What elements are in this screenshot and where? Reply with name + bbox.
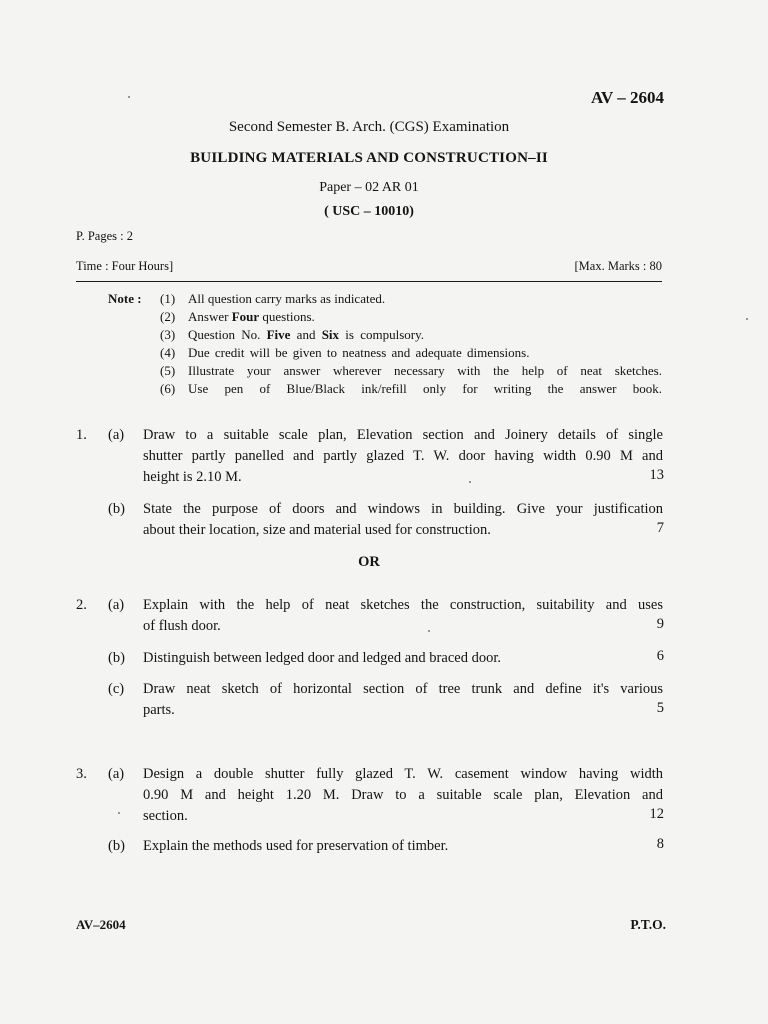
scan-speck	[128, 96, 130, 98]
question-marks: 6	[656, 648, 664, 664]
question-marks: 12	[649, 806, 664, 822]
question-number: 1.	[76, 427, 87, 443]
question-text: Design a double shutter fully glazed T. W. casement window having width	[143, 766, 663, 782]
part-label: (a)	[108, 427, 125, 443]
footer-paper-code: AV–2604	[76, 917, 126, 932]
note-text: Question No. Five and Six is compulsory.	[188, 327, 425, 342]
question-marks: 7	[656, 520, 664, 536]
note-item	[108, 327, 662, 345]
note-number: (5)	[160, 363, 176, 378]
note-item	[108, 309, 662, 327]
question-text: about their location, size and material used for construction.	[143, 522, 491, 538]
question-text: 0.90 M and height 1.20 M. Draw to a suitable scale plan, Elevation and	[143, 787, 663, 803]
scan-speck	[428, 630, 430, 632]
question-marks: 9	[656, 616, 664, 632]
scan-speck	[118, 812, 120, 814]
part-label: (b)	[108, 650, 125, 666]
question-text: State the purpose of doors and windows in building. Give your justification	[143, 501, 663, 517]
exam-duration: Time : Four Hours]	[76, 259, 174, 273]
note-item	[108, 363, 662, 381]
note-number: (1)	[160, 291, 176, 306]
note-number: (2)	[160, 309, 176, 324]
question-text: parts.	[143, 702, 175, 718]
question-marks: 5	[656, 700, 664, 716]
note-text: Illustrate your answer wherever necessary with the help of neat sketches.	[188, 363, 662, 378]
part-label: (b)	[108, 838, 125, 854]
usc-code: ( USC – 10010)	[324, 204, 414, 219]
note-label: Note :	[108, 291, 142, 306]
note-item	[108, 291, 662, 309]
note-text: Use pen of Blue/Black ink/refill only for writing the answer book.	[188, 381, 662, 396]
question-text: Explain with the help of neat sketches the construction, suitability and uses	[143, 597, 663, 613]
part-label: (a)	[108, 766, 125, 782]
note-text: Due credit will be given to neatness and adequate dimensions.	[188, 345, 530, 360]
question-marks: 8	[656, 836, 664, 852]
or-separator: OR	[358, 554, 380, 570]
note-number: (4)	[160, 345, 176, 360]
question-text: of flush door.	[143, 618, 221, 634]
paper-number: Paper – 02 AR 01	[319, 180, 419, 195]
part-label: (a)	[108, 597, 125, 613]
question-marks: 13	[649, 467, 664, 483]
note-item	[108, 381, 662, 399]
max-marks: [Max. Marks : 80	[574, 259, 662, 273]
question-text: Distinguish between ledged door and ledged and braced door.	[143, 650, 501, 666]
exam-title: Second Semester B. Arch. (CGS) Examination	[228, 119, 510, 135]
question-text: height is 2.10 M.	[143, 469, 242, 485]
subject-title: BUILDING MATERIALS AND CONSTRUCTION–II	[190, 150, 548, 166]
question-text: Draw neat sketch of horizontal section of tree trunk and define it's various	[143, 681, 663, 697]
question-text: shutter partly panelled and partly glazed T. W. door having width 0.90 M and	[143, 448, 663, 464]
note-text: All question carry marks as indicated.	[188, 291, 386, 306]
part-label: (b)	[108, 501, 125, 517]
header-divider	[76, 281, 662, 282]
question-text: Explain the methods used for preservation of timber.	[143, 838, 449, 854]
question-number: 3.	[76, 766, 87, 782]
page-count: P. Pages : 2	[76, 229, 133, 243]
note-item	[108, 345, 662, 363]
note-number: (3)	[160, 327, 176, 342]
paper-code: AV – 2604	[590, 88, 664, 107]
note-number: (6)	[160, 381, 176, 396]
instructions-note	[108, 291, 662, 399]
question-number: 2.	[76, 597, 87, 613]
scan-speck	[746, 318, 748, 320]
scan-speck	[469, 481, 471, 483]
page-turn-note: P.T.O.	[630, 917, 666, 932]
question-text: section.	[143, 808, 188, 824]
part-label: (c)	[108, 681, 125, 697]
note-text: Answer Four questions.	[188, 309, 315, 324]
question-text: Draw to a suitable scale plan, Elevation section and Joinery details of single	[143, 427, 663, 443]
